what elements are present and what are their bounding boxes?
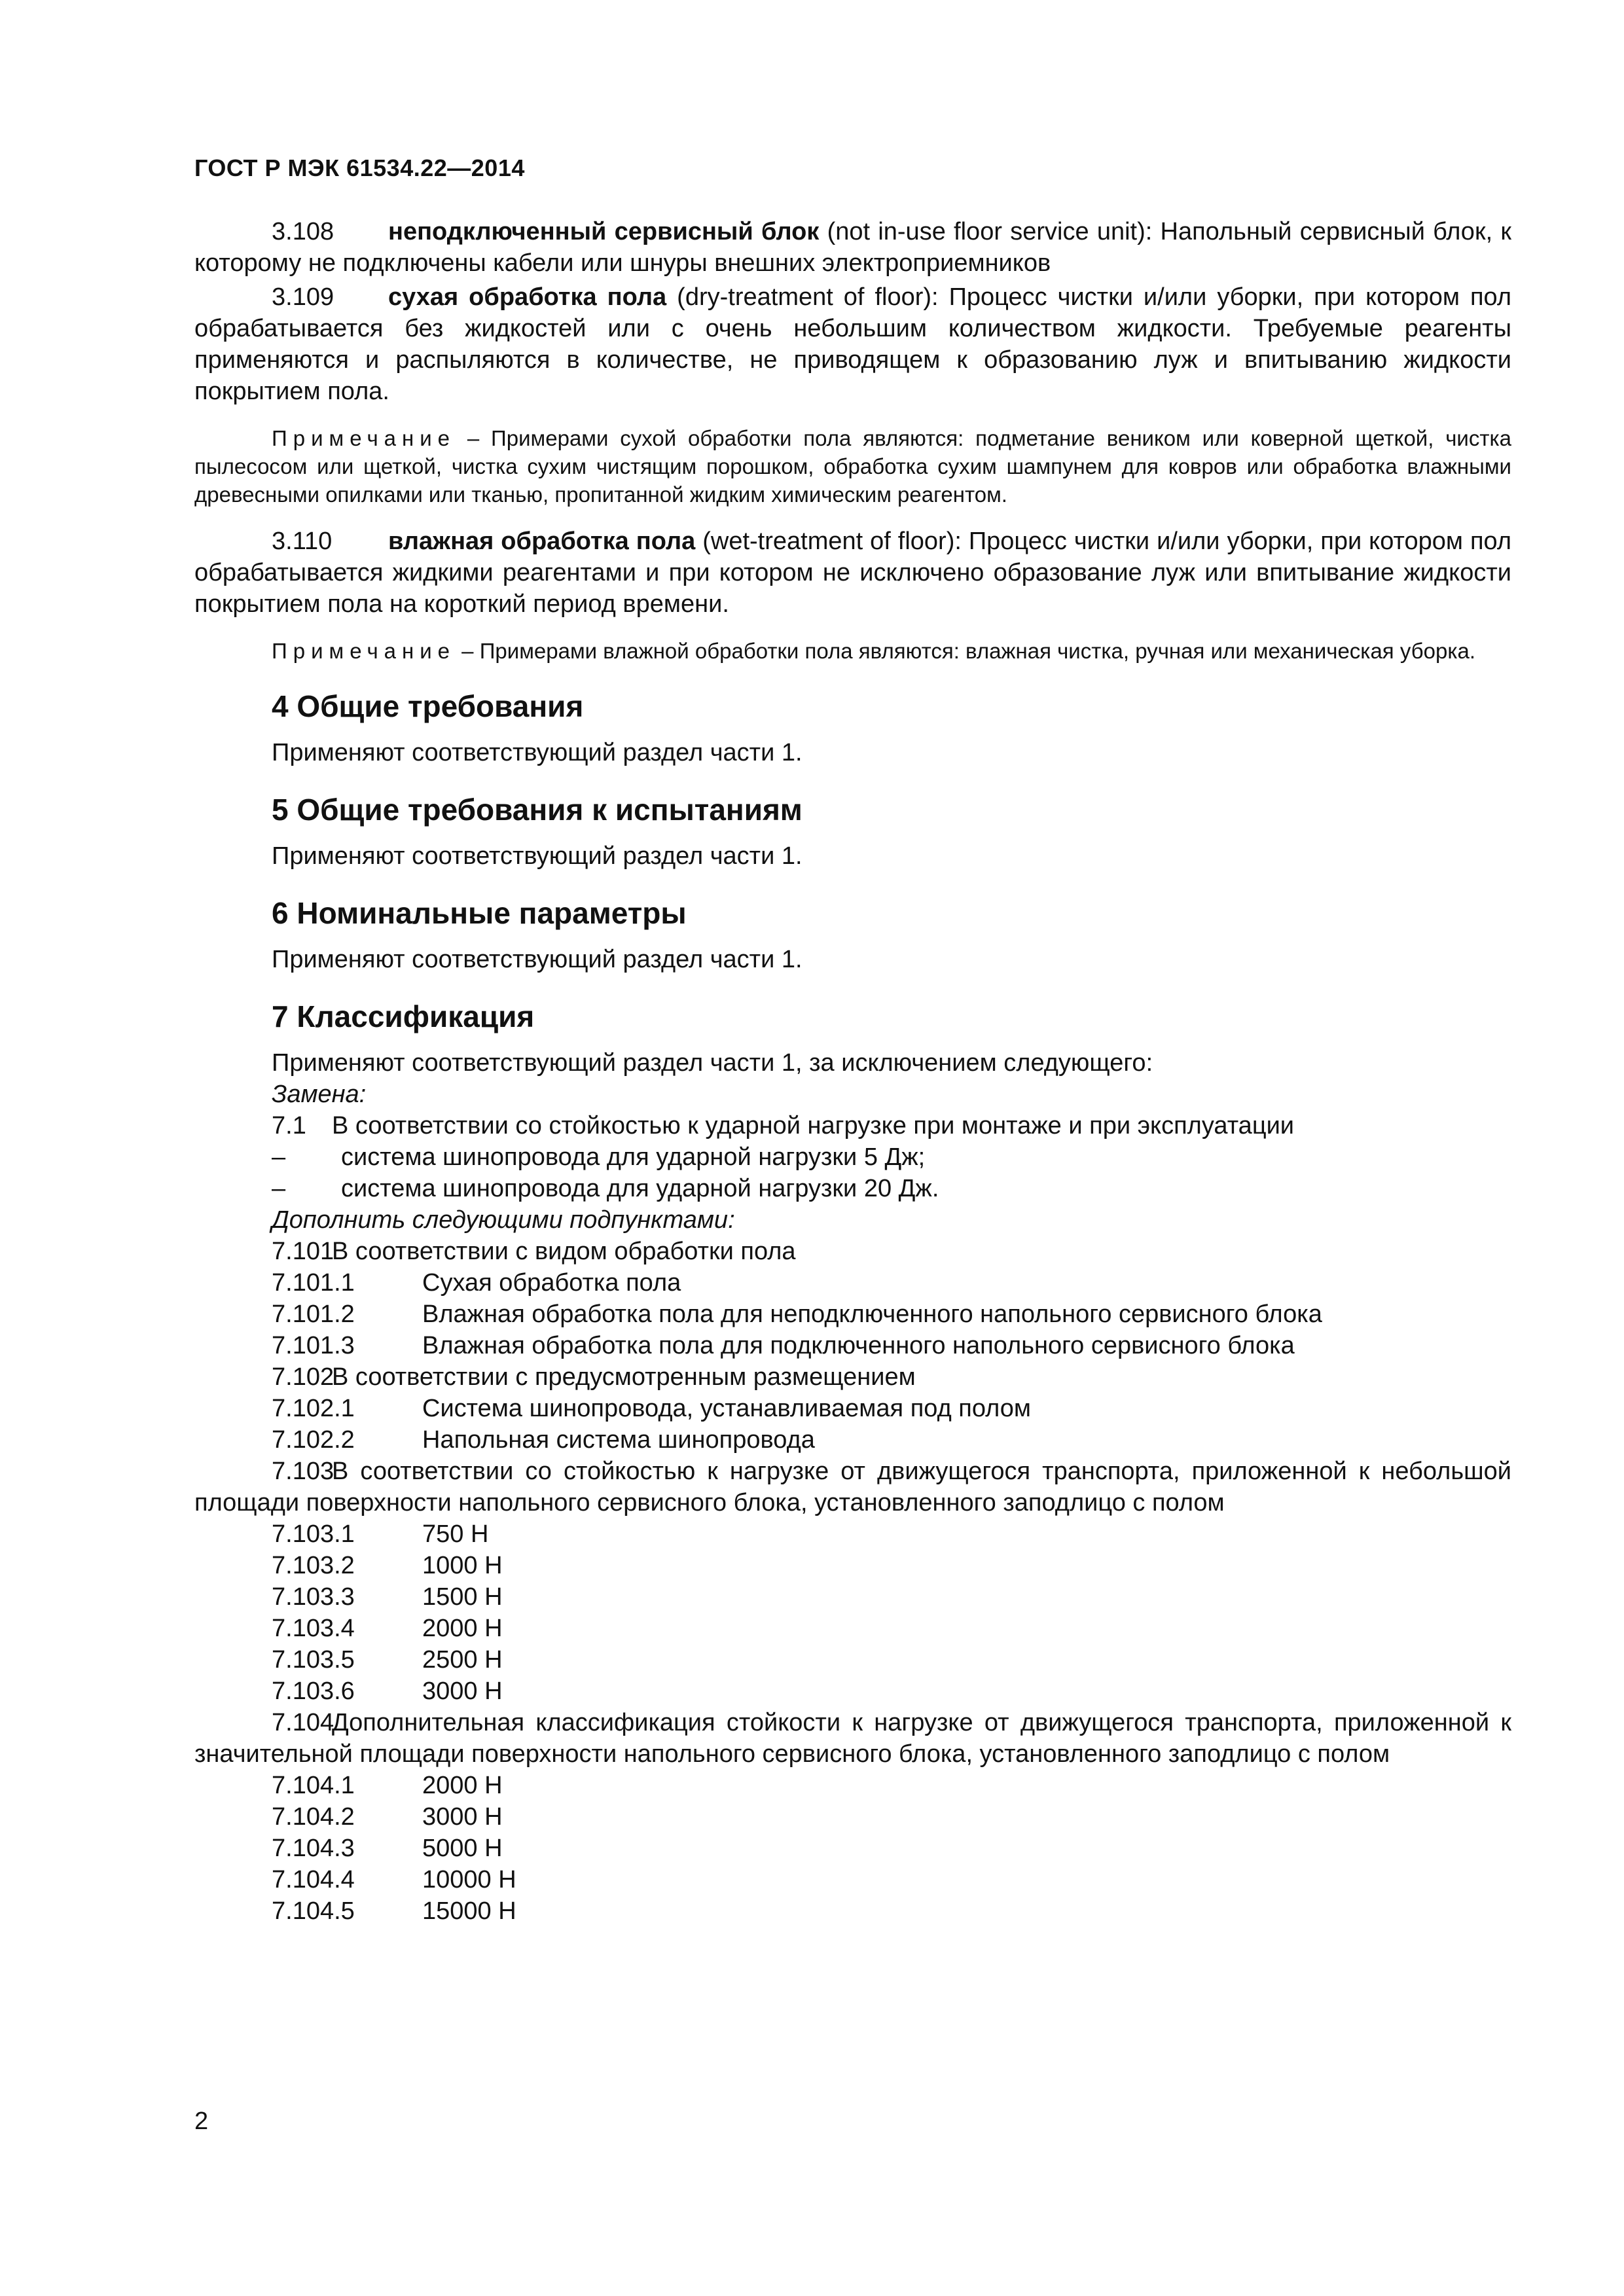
list-item-text: система шинопровода для ударной нагрузки 20 Дж. [341, 1175, 939, 1202]
subclause-text: 2000 Н [422, 1772, 503, 1799]
clause-7-1 [194, 1110, 1511, 1141]
section-7-body [194, 1047, 1511, 1927]
subclause-text: 750 Н [422, 1520, 489, 1548]
subclause-item [194, 1895, 1511, 1927]
definition-3-108 [194, 216, 1511, 279]
subclause-text: Сухая обработка пола [422, 1269, 681, 1297]
subclause-number: 7.101.2 [272, 1300, 355, 1328]
subclause-item [194, 1801, 1511, 1833]
clause-number: 7.101 [272, 1238, 334, 1265]
note-label: Примечание [272, 426, 456, 450]
subclause-text: 3000 Н [422, 1677, 503, 1705]
page-number: 2 [194, 2108, 209, 2135]
clause-7-101 [194, 1236, 1511, 1267]
subclause-item [194, 1393, 1511, 1424]
subclause-number: 7.103.5 [272, 1646, 355, 1674]
section-7-intro: Применяют соответствующий раздел части 1, за исключением следующего: [272, 1049, 1153, 1077]
document-body [194, 216, 1511, 1927]
subclause-item [194, 1644, 1511, 1676]
clause-7-103 [194, 1456, 1511, 1518]
subclause-number: 7.101.3 [272, 1332, 355, 1359]
note-dry-treatment [194, 424, 1511, 509]
dash-marker: – [272, 1143, 286, 1171]
subclause-item [194, 1770, 1511, 1801]
list-item-text: система шинопровода для ударной нагрузки 5 Дж; [341, 1143, 926, 1171]
subclause-text: 10000 Н [422, 1866, 516, 1893]
list-item [194, 1141, 1511, 1173]
section-text-5: Применяют соответствующий раздел части 1. [272, 842, 803, 870]
list-item [194, 1173, 1511, 1204]
subclause-text: 2500 Н [422, 1646, 503, 1674]
subclause-number: 7.104.4 [272, 1866, 355, 1893]
clause-number: 3.109 [272, 283, 334, 311]
subclause-number: 7.104.2 [272, 1803, 355, 1831]
subclause-item [194, 1299, 1511, 1330]
note-wet-treatment [194, 637, 1511, 665]
subclause-text: 1500 Н [422, 1583, 503, 1611]
section-text-6: Применяют соответствующий раздел части 1. [272, 946, 803, 973]
term: влажная обработка пола [388, 528, 696, 555]
clause-text: В соответствии с видом обработки пола [332, 1238, 796, 1265]
note-label: Примечание [272, 639, 456, 663]
subclause-number: 7.103.6 [272, 1677, 355, 1705]
document-header: ГОСТ Р МЭК 61534.22—2014 [194, 154, 525, 181]
subclause-item [194, 1864, 1511, 1895]
subclause-text: 3000 Н [422, 1803, 503, 1831]
section-heading-4: 4 Общие требования [272, 689, 584, 723]
clause-number: 7.102 [272, 1363, 334, 1391]
note-text: – Примерами сухой обработки пола являются: подметание веником или коверной щеткой, чистка пылесосом или щеткой, чистка сухим чистящим порошком, обработка сухим шампунем для ковров или обработка влажными древесными опилками или тканью, пропитанной жидким химическим реагентом. [194, 426, 1511, 507]
section-heading-6: 6 Номинальные параметры [272, 896, 687, 930]
subclause-text: 1000 Н [422, 1552, 503, 1579]
supplement-label: Дополнить следующими подпунктами: [272, 1206, 735, 1234]
section-heading-7: 7 Классификация [272, 999, 535, 1033]
definition-3-109 [194, 281, 1511, 407]
subclause-number: 7.103.2 [272, 1552, 355, 1579]
clause-number: 3.108 [272, 218, 334, 245]
term: сухая обработка пола [388, 283, 667, 311]
clause-number: 3.110 [272, 528, 333, 555]
subclause-number: 7.103.4 [272, 1615, 355, 1642]
subclause-number: 7.103.1 [272, 1520, 355, 1548]
subclause-number: 7.104.5 [272, 1897, 355, 1925]
subclause-number: 7.102.1 [272, 1395, 355, 1422]
subclause-number: 7.104.1 [272, 1772, 355, 1799]
subclause-text: Система шинопровода, устанавливаемая под полом [422, 1395, 1032, 1422]
subclause-text: Напольная система шинопровода [422, 1426, 815, 1454]
subclause-item [194, 1550, 1511, 1581]
definition-3-110 [194, 526, 1511, 620]
subclause-text: 15000 Н [422, 1897, 516, 1925]
clause-text: Дополнительная классификация стойкости к нагрузке от движущегося транспорта, приложенной к значительной площади поверхности напольного сервисного блока, установленного заподлицо с полом [194, 1709, 1511, 1768]
subclause-item [194, 1581, 1511, 1613]
subclause-number: 7.103.3 [272, 1583, 355, 1611]
clause-text: В соответствии со стойкостью к ударной нагрузке при монтаже и при эксплуатации [332, 1112, 1295, 1139]
definition-text: (dry-treatment of floor): Процесс чистки и/или уборки, при котором пол обрабатывается без жидкостей или с очень небольшим количеством жидкости. Требуемые реагенты применяются и распыляются в количестве, не приводящем к образованию луж и впитыванию жидкости покрытием пола. [194, 283, 1512, 405]
replace-label: Замена: [272, 1081, 367, 1108]
subclause-item [194, 1613, 1511, 1644]
dash-marker: – [272, 1175, 286, 1202]
subclause-item [194, 1267, 1511, 1299]
clause-number: 7.104 [272, 1709, 334, 1736]
subclause-text: Влажная обработка пола для неподключенного напольного сервисного блока [422, 1300, 1322, 1328]
subclause-item [194, 1518, 1511, 1550]
clause-number: 7.1 [272, 1112, 306, 1139]
note-text: – Примерами влажной обработки пола являются: влажная чистка, ручная или механическая уборка. [456, 639, 1476, 663]
subclause-item [194, 1330, 1511, 1361]
definition-text: (wet-treatment of floor): Процесс чистки и/или уборки, при котором пол обрабатывается жидкими реагентами и при котором не исключено образование луж или впитывание жидкости покрытием пола на короткий период времени. [194, 528, 1512, 618]
subclause-text: 5000 Н [422, 1835, 503, 1862]
clause-number: 7.103 [272, 1458, 334, 1485]
section-heading-5: 5 Общие требования к испытаниям [272, 793, 803, 827]
subclause-item [194, 1833, 1511, 1864]
section-text-4: Применяют соответствующий раздел части 1. [272, 739, 803, 766]
subclause-text: Влажная обработка пола для подключенного напольного сервисного блока [422, 1332, 1295, 1359]
clause-text: В соответствии со стойкостью к нагрузке от движущегося транспорта, приложенной к небольшой площади поверхности напольного сервисного блока, установленного заподлицо с полом [194, 1458, 1511, 1516]
subclause-text: 2000 Н [422, 1615, 503, 1642]
term: неподключенный сервисный блок [388, 218, 820, 245]
clause-7-104 [194, 1707, 1511, 1770]
subclause-number: 7.102.2 [272, 1426, 355, 1454]
definition-text: (not in-use floor service unit): Напольный сервисный блок, к которому не подключены кабели или шнуры внешних электроприемников [194, 218, 1511, 277]
clause-7-102 [194, 1361, 1511, 1393]
clause-text: В соответствии с предусмотренным размещением [332, 1363, 916, 1391]
subclause-item [194, 1424, 1511, 1456]
subclause-number: 7.104.3 [272, 1835, 355, 1862]
subclause-number: 7.101.1 [272, 1269, 355, 1297]
subclause-item [194, 1676, 1511, 1707]
